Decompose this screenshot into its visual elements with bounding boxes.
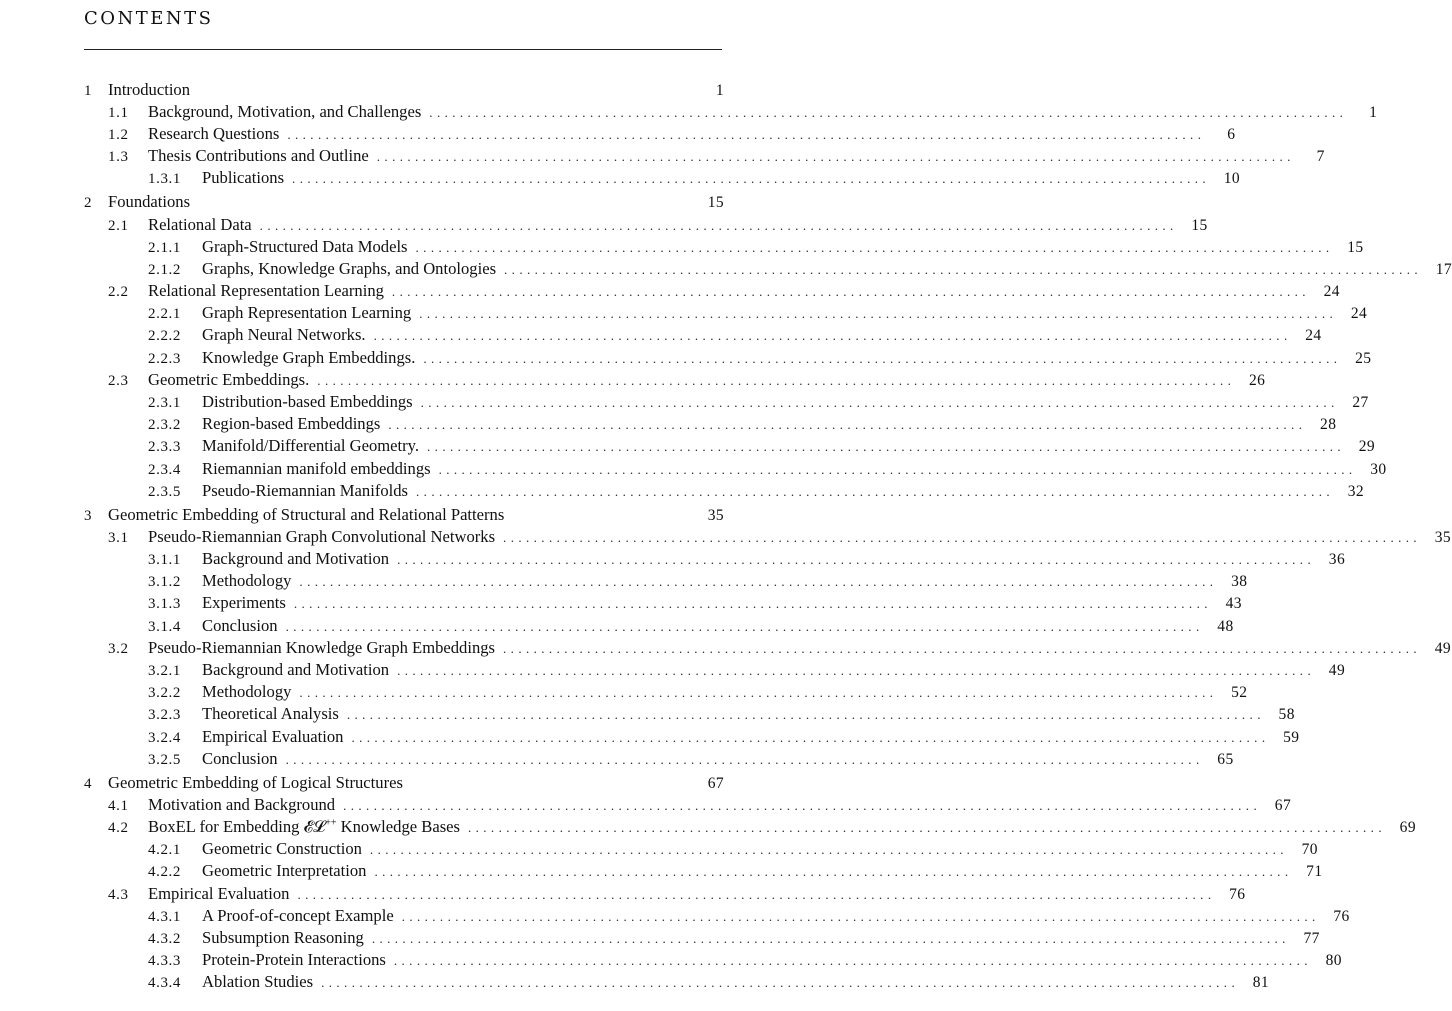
toc-entry-page: 27 [1352,394,1369,412]
toc-entry-4-3[interactable] [84,883,1246,905]
toc-entry-leader-dots: ........................................................................................................................ [416,483,1335,499]
toc-entry-2-3[interactable] [84,369,1266,391]
toc-entry-leader-dots: ........................................................................................................................ [504,261,1423,277]
toc-entry-page: 76 [1333,907,1350,925]
toc-entry-page: 43 [1225,595,1242,613]
toc-entry-leader-dots: ........................................................................................................................ [397,552,1316,568]
toc-entry-number: 4.3.2 [148,930,181,947]
toc-entry-page: 28 [1320,416,1337,434]
toc-entry-page: 58 [1278,706,1295,724]
toc-entry-title: Experiments [202,593,286,613]
toc-entry-title: Research Questions [148,124,280,144]
toc-entry-number: 4.3.1 [148,908,181,925]
toc-entry-number: 2.1.2 [148,261,181,278]
toc-entry-number: 1 [84,82,93,99]
toc-entry-number: 4.2.2 [148,864,181,881]
toc-entry-leader-dots: ........................................................................................................................ [346,707,1265,723]
toc-entry-2-3-2[interactable] [84,413,1337,435]
toc-entry-page: 10 [1223,170,1241,188]
toc-entry-title: Empirical Evaluation [202,726,344,746]
toc-entry-leader-dots: ........................................................................................................................ [321,975,1240,991]
toc-entry-number: 4.3.4 [148,975,181,992]
toc-entry-1-3[interactable] [84,145,1325,167]
toc-entry-page: 38 [1231,573,1248,591]
toc-entry-title: Relational Representation Learning [148,281,384,301]
toc-entry-title: Geometric Construction [202,839,362,859]
toc-entry-leader-dots: ........................................................................................................................ [343,797,1262,813]
toc-entry-2-2-3[interactable] [84,347,1372,369]
toc-entry-title: Theoretical Analysis [202,704,339,724]
toc-entry-4-3-1[interactable] [84,905,1350,927]
toc-entry-3-2[interactable] [84,637,1452,659]
toc-entry-number: 4.3 [108,886,129,903]
toc-entry-page: 67 [1274,796,1292,814]
toc-entry-2-3-3[interactable] [84,435,1376,457]
toc-entry-number: 3.1 [108,529,129,546]
toc-entry-title: Geometric Interpretation [202,861,367,881]
toc-entry-page: 71 [1306,863,1323,881]
toc-entry-leader-dots: ........................................................................................................................ [391,284,1310,300]
toc-entry-leader-dots: ........................................................................................................................ [415,239,1334,255]
toc-entry-page: 17 [1435,260,1452,278]
toc-entry-title: Pseudo-Riemannian Knowledge Graph Embeddings [148,637,496,657]
toc-entry-3-2-2[interactable] [84,681,1248,703]
toc-entry-leader-dots: ........................................................................................................................ [438,461,1357,477]
toc-entry-page: 49 [1434,639,1452,657]
toc-entry-title-main: BoxEL for Embedding 𝓔𝓛 [148,817,326,836]
toc-entry-title: A Proof-of-concept Example [202,905,394,925]
toc-entry-title: Pseudo-Riemannian Graph Convolutional Networks [148,526,496,546]
toc-entry-number: 2.3.5 [148,483,181,500]
toc-entry-title: Manifold/Differential Geometry. [202,436,420,456]
toc-entry-leader-dots: ........................................................................................................................ [429,104,1348,120]
toc-entry-page: 69 [1399,819,1416,836]
toc-entry-page: 24 [1305,327,1322,345]
toc-entry-number: 2.2.2 [148,328,181,345]
toc-entry-number: 2.3.3 [148,439,181,456]
toc-entry-4[interactable] [84,771,724,794]
toc-entry-title: Subsumption Reasoning [202,927,364,947]
toc-entry-page: 36 [1328,551,1346,569]
toc-entry-2[interactable] [84,190,724,213]
toc-entry-page: 15 [1347,238,1364,256]
toc-entry-number: 2.3 [108,372,129,389]
toc-entry-title: Thesis Contributions and Outline [148,146,369,166]
toc-entry-leader-dots: ........................................................................................................................ [369,842,1288,858]
toc-entry-number: 4.2.1 [148,842,181,859]
toc-entry-title: Relational Data [148,214,252,234]
toc-entry-leader-dots: ........................................................................................................................ [388,417,1307,433]
toc-entry-title: Empirical Evaluation [148,883,290,903]
toc-entry-leader-dots: ........................................................................................................................ [299,685,1218,701]
toc-entry-3-2-1[interactable] [84,659,1346,681]
toc-entry-page: 49 [1328,661,1346,679]
toc-entry-title-superscript: ++ [325,817,337,829]
toc-entry-leader-dots: ........................................................................................................................ [467,820,1386,835]
toc-entry-number: 3 [84,507,93,524]
toc-entry-leader-dots: ........................................................................................................................ [293,596,1212,612]
toc-entry-number: 2.2.1 [148,306,181,323]
toc-entry-title: Distribution-based Embeddings [202,392,413,412]
toc-entry-4-3-2[interactable] [84,927,1320,949]
toc-entry-title: Background and Motivation [202,549,390,569]
toc-entry-number: 3.2 [108,640,129,657]
toc-entry-number: 3.1.1 [148,552,181,569]
toc-list [84,77,1452,994]
toc-entry-leader-dots: ........................................................................................................................ [351,729,1270,745]
toc-entry-page: 15 [707,194,724,212]
toc-entry-title: Methodology [202,571,292,591]
toc-entry-title: Graphs, Knowledge Graphs, and Ontologies [202,258,497,278]
toc-entry-title [148,816,460,838]
toc-entry-4-3-3[interactable] [84,949,1342,971]
toc-entry-title-tail: Knowledge Bases [336,817,460,836]
toc-entry-title: Background, Motivation, and Challenges [148,101,422,121]
toc-entry-number: 4 [84,775,93,792]
heading-rule [84,49,722,50]
toc-entry-leader-dots: ........................................................................................................................ [401,908,1320,924]
toc-entry-leader-dots: ........................................................................................................................ [420,395,1339,411]
toc-entry-leader-dots: ........................................................................................................................ [373,328,1292,344]
toc-entry-leader-dots: ........................................................................................................................ [287,127,1206,143]
toc-entry-title: Geometric Embedding of Structural and Relational Patterns [108,504,505,524]
toc-entry-number: 4.3.3 [148,953,181,970]
toc-entry-title: Introduction [108,79,191,99]
toc-entry-3-1-3[interactable] [84,592,1242,614]
toc-entry-2-1[interactable] [84,214,1208,236]
toc-entry-page: 52 [1231,684,1248,702]
toc-entry-leader-dots: ........................................................................................................................ [259,217,1178,233]
toc-entry-page: 30 [1370,460,1387,478]
toc-entry-4-2-2[interactable] [84,860,1323,882]
toc-entry-number: 2.2.3 [148,350,181,367]
toc-entry-leader-dots: ........................................................................................................................ [297,886,1216,902]
toc-entry-4-2-1[interactable] [84,838,1318,860]
toc-entry-title: Knowledge Graph Embeddings. [202,347,416,367]
toc-entry-title: Graph Neural Networks. [202,325,366,345]
toc-entry-page: 6 [1227,126,1236,144]
toc-entry-3-1-1[interactable] [84,548,1346,570]
toc-entry-title: Protein-Protein Interactions [202,950,386,970]
toc-entry-3-2-5[interactable] [84,748,1234,770]
toc-entry-page: 1 [715,81,724,99]
toc-entry-leader-dots: ........................................................................................................................ [503,529,1422,545]
toc-entry-3-1-2[interactable] [84,570,1248,592]
toc-entry-number: 3.2.3 [148,707,181,724]
toc-entry-leader-dots: ........................................................................................................................ [376,149,1295,165]
toc-entry-page: 32 [1347,482,1365,500]
toc-entry-title: Background and Motivation [202,659,390,679]
toc-entry-2-3-5[interactable] [84,480,1365,502]
toc-entry-title: Conclusion [202,748,278,768]
toc-entry-page: 7 [1316,148,1325,166]
toc-entry-leader-dots: ........................................................................................................................ [423,350,1342,366]
toc-entry-number: 2.1.1 [148,239,181,256]
toc-entry-2-2-2[interactable] [84,324,1322,346]
toc-entry-4-3-4[interactable] [84,971,1270,993]
toc-entry-1-1[interactable] [84,101,1378,123]
toc-entry-title: Graph Representation Learning [202,303,412,323]
toc-entry-page: 1 [1369,103,1378,121]
toc-entry-leader-dots: ........................................................................................................................ [374,864,1293,880]
toc-entry-title: Ablation Studies [202,972,314,992]
toc-entry-number: 1.2 [108,127,129,144]
toc-entry-1-2[interactable] [84,123,1236,145]
toc-entry-3-1[interactable] [84,526,1452,548]
toc-entry-title: Geometric Embedding of Logical Structures [108,772,403,792]
toc-entry-number: 1.1 [108,104,129,121]
toc-entry-number: 3.2.5 [148,751,181,768]
toc-entry-number: 4.2 [108,820,129,836]
toc-entry-number: 1.3 [108,149,129,166]
toc-entry-number: 3.2.4 [148,729,181,746]
toc-entry-page: 35 [1434,528,1452,546]
toc-entry-3[interactable] [84,503,724,526]
toc-entry-page: 67 [707,774,724,792]
toc-entry-leader-dots: ........................................................................................................................ [393,953,1312,969]
toc-entry-page: 15 [1191,216,1208,234]
toc-entry-page: 65 [1217,750,1234,768]
toc-entry-3-1-4[interactable] [84,615,1234,637]
toc-entry-2-1-1[interactable] [84,236,1364,258]
toc-entry-leader-dots: ........................................................................................................................ [397,662,1316,678]
toc-entry-3-2-3[interactable] [84,703,1295,725]
toc-entry-title: Publications [202,168,285,188]
toc-entry-leader-dots: ........................................................................................................................ [317,372,1236,388]
toc-entry-number: 2.1 [108,217,129,234]
toc-entry-4-1[interactable] [84,794,1292,816]
toc-entry-leader-dots: ........................................................................................................................ [292,171,1211,187]
toc-entry-leader-dots: ........................................................................................................................ [503,640,1422,656]
toc-entry-title: Motivation and Background [148,794,336,814]
toc-entry-page: 59 [1283,728,1300,746]
toc-entry-number: 2.3.4 [148,461,181,478]
toc-entry-number: 2.3.2 [148,417,181,434]
toc-entry-page: 24 [1323,283,1340,301]
toc-entry-page: 24 [1350,305,1368,323]
toc-entry-page: 26 [1248,371,1266,389]
toc-entry-2-2-1[interactable] [84,302,1368,324]
toc-entry-number: 1.3.1 [148,171,181,188]
toc-entry-leader-dots: ........................................................................................................................ [285,618,1204,634]
toc-entry-page: 48 [1217,617,1234,635]
toc-entry-2-2[interactable] [84,280,1340,302]
toc-entry-2-3-4[interactable] [84,458,1387,480]
toc-entry-page: 76 [1229,885,1246,903]
toc-entry-leader-dots: ........................................................................................................................ [285,751,1204,767]
toc-entry-leader-dots: ........................................................................................................................ [299,574,1218,590]
toc-entry-2-3-1[interactable] [84,391,1369,413]
toc-entry-1-3-1[interactable] [84,167,1241,189]
toc-entry-number: 3.1.2 [148,574,181,591]
toc-entry-title: Foundations [108,192,191,212]
toc-entry-number: 2.2 [108,284,129,301]
toc-entry-leader-dots: ........................................................................................................................ [371,930,1290,946]
toc-entry-number: 3.1.4 [148,618,181,635]
toc-entry-title: Conclusion [202,615,278,635]
page-title: CONTENTS [84,8,214,29]
toc-entry-number: 3.2.2 [148,685,181,702]
toc-entry-page: 77 [1303,929,1320,947]
toc-entry-leader-dots: ........................................................................................................................ [419,306,1338,322]
toc-entry-1[interactable] [84,78,724,101]
toc-entry-4-2[interactable] [84,816,1416,838]
toc-entry-leader-dots: ........................................................................................................................ [427,439,1346,455]
toc-entry-page: 80 [1325,952,1342,970]
toc-entry-page: 35 [707,506,724,524]
toc-entry-number: 4.1 [108,797,129,814]
toc-entry-page: 29 [1358,438,1376,456]
toc-entry-3-2-4[interactable] [84,726,1300,748]
toc-entry-title: Region-based Embeddings [202,414,381,434]
toc-entry-number: 2.3.1 [148,395,181,412]
toc-entry-number: 2 [84,195,93,212]
toc-entry-page: 25 [1355,349,1372,367]
toc-entry-page: 70 [1301,841,1318,859]
toc-entry-title: Methodology [202,682,292,702]
toc-entry-number: 3.1.3 [148,596,181,613]
toc-entry-title: Pseudo-Riemannian Manifolds [202,480,409,500]
toc-entry-page: 81 [1252,974,1270,992]
toc-entry-title: Graph-Structured Data Models [202,236,408,256]
toc-entry-title: Geometric Embeddings. [148,369,310,389]
toc-entry-2-1-2[interactable] [84,258,1452,280]
toc-entry-title: Riemannian manifold embeddings [202,458,431,478]
toc-entry-number: 3.2.1 [148,662,181,679]
